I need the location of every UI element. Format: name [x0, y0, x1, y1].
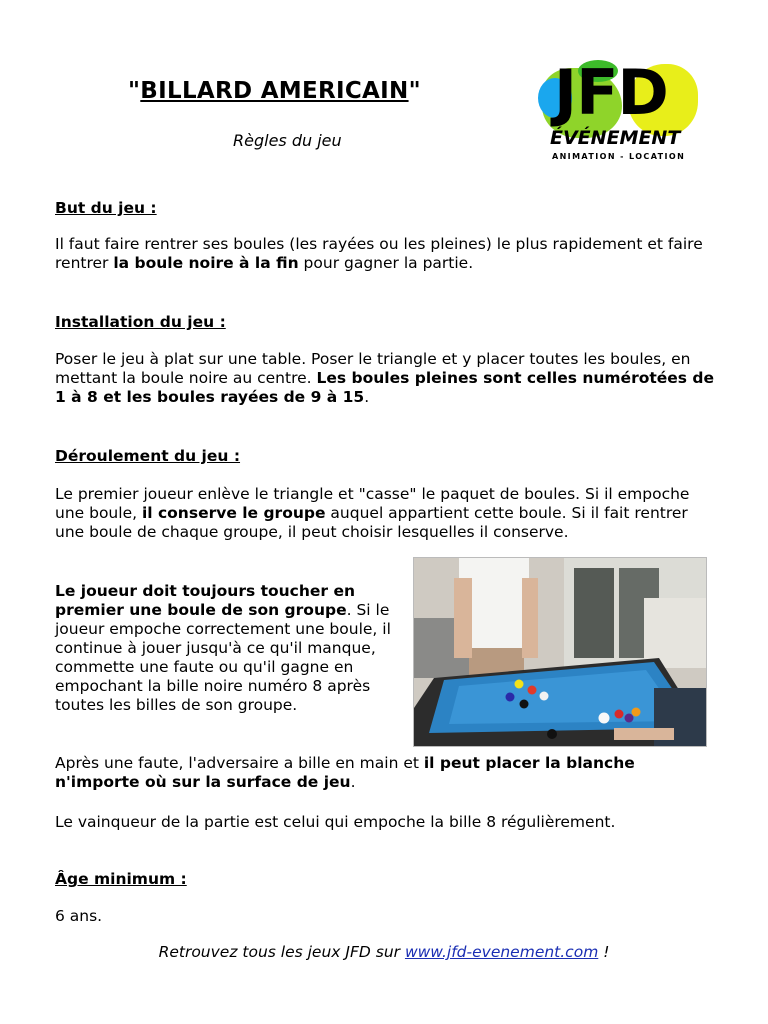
paragraph-installation: Poser le jeu à plat sur une table. Poser le triangle et y placer toutes les boules, en mettant la boule noire au centre. Les boules pleines sont celles numérotées de 1 à 8 et les boules rayées de 9 à 15. — [55, 350, 715, 406]
paragraph-deroulement-3: Après une faute, l'adversaire a bille en main et il peut placer la blanche n'importe où sur la surface de jeu. — [55, 754, 635, 791]
logo-sub-text: ÉVÉNEMENT — [550, 127, 681, 149]
paragraph-deroulement-1: Le premier joueur enlève le triangle et "casse" le paquet de boules. Si il empoche une boule, il conserve le groupe auquel appartient cette boule. Si il fait rentrer une boule de chaque groupe, il peut choisir lesquelles il conserve. — [55, 485, 690, 541]
billiard-photo — [413, 557, 707, 747]
section-heading-but: But du jeu : — [55, 199, 157, 217]
footer-note: Retrouvez tous les jeux JFD sur www.jfd-evenement.com ! — [158, 943, 610, 961]
age-value: 6 ans. — [55, 907, 103, 925]
section-heading-deroulement: Déroulement du jeu : — [55, 447, 241, 465]
paragraph-deroulement-2: Le joueur doit toujours toucher en premier une boule de son groupe. Si le joueur empoche correctement une boule, il continue à jouer jusqu'à ce qu'il manque, commette une faute ou qu'il gagne en empochant la bille noire numéro 8 après toutes les billes de son groupe. — [55, 582, 391, 714]
title-text: BILLARD AMERICAIN — [140, 78, 409, 104]
document-title: "BILLARD AMERICAIN" — [128, 78, 421, 104]
paragraph-deroulement-4: Le vainqueur de la partie est celui qui empoche la bille 8 régulièrement. — [55, 813, 616, 831]
logo-tagline: ANIMATION - LOCATION — [552, 152, 686, 161]
jfd-logo — [538, 58, 700, 168]
section-heading-installation: Installation du jeu : — [55, 313, 226, 331]
website-link[interactable]: www.jfd-evenement.com — [404, 943, 599, 961]
document-subtitle: Règles du jeu — [233, 131, 342, 150]
section-heading-age: Âge minimum : — [55, 870, 187, 888]
logo-main-text: JFD — [554, 56, 668, 129]
paragraph-but: Il faut faire rentrer ses boules (les rayées ou les pleines) le plus rapidement et faire rentrer la boule noire à la fin pour gagner la partie. — [55, 235, 703, 272]
